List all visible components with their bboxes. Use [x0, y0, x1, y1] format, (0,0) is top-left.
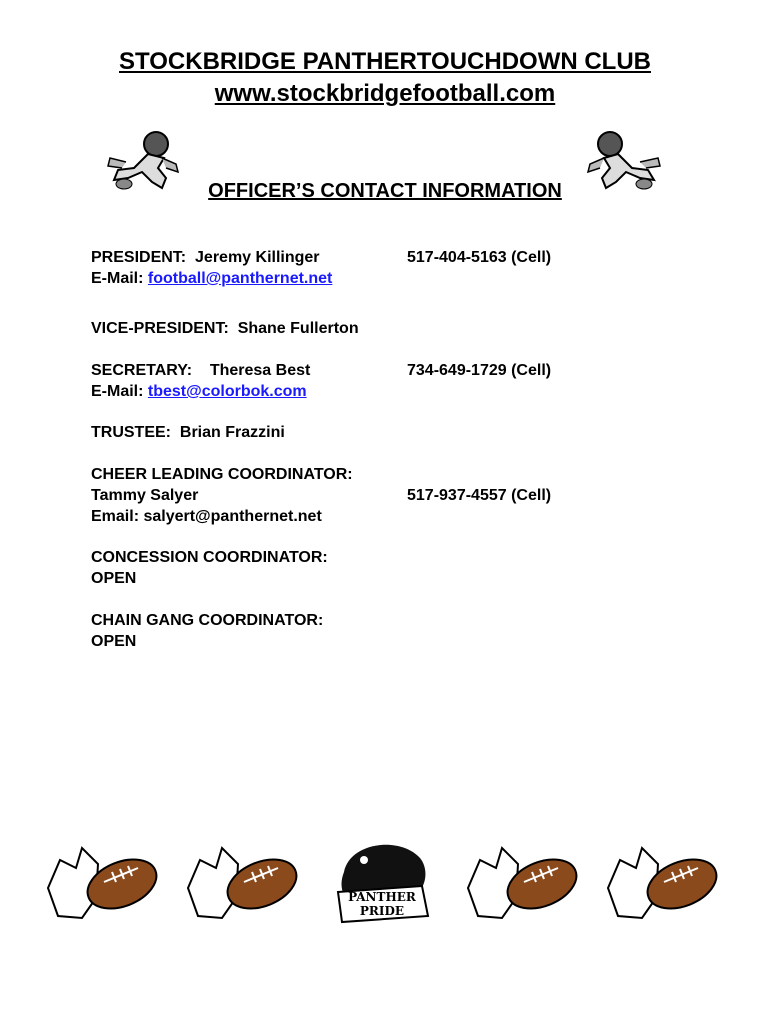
chain-gang-title: CHAIN GANG COORDINATOR: [91, 612, 324, 629]
football-burst-icon [462, 838, 582, 928]
cheer-title: CHEER LEADING COORDINATOR: [91, 466, 353, 483]
secretary-phone: 734-649-1729 (Cell) [407, 362, 552, 379]
email-label: E-Mail: [91, 270, 148, 287]
club-website[interactable]: www.stockbridgefootball.com [214, 80, 556, 107]
cheer-email: Email: salyert@panthernet.net [91, 508, 322, 525]
concession-status: OPEN [91, 570, 137, 587]
chain-gang-status: OPEN [91, 633, 137, 650]
vice-president-label: VICE-PRESIDENT: Shane Fullerton [91, 320, 359, 337]
football-burst-icon [182, 838, 302, 928]
concession-title: CONCESSION COORDINATOR: [91, 549, 328, 566]
president-phone: 517-404-5163 (Cell) [407, 249, 552, 266]
cheer-phone: 517-937-4557 (Cell) [407, 487, 552, 504]
football-burst-icon [602, 838, 722, 928]
president-email-link[interactable]: football@panthernet.net [147, 270, 333, 287]
cheer-name: Tammy Salyer [91, 487, 199, 504]
panther-pride-text: PANTHER PRIDE [348, 890, 416, 918]
section-title: OFFICER’S CONTACT INFORMATION [208, 180, 562, 202]
trustee-label: TRUSTEE: Brian Frazzini [91, 424, 285, 441]
secretary-label: SECRETARY: Theresa Best [91, 362, 311, 379]
secretary-email-link[interactable]: tbest@colorbok.com [147, 383, 307, 400]
club-title: STOCKBRIDGE PANTHERTOUCHDOWN CLUB [119, 48, 651, 75]
email-label: E-Mail: [91, 383, 148, 400]
panther-pride-logo [330, 832, 434, 928]
president-email-line [91, 270, 332, 288]
president-label: PRESIDENT: Jeremy Killinger [91, 249, 320, 266]
football-burst-icon [42, 838, 162, 928]
secretary-email-line [91, 383, 307, 401]
